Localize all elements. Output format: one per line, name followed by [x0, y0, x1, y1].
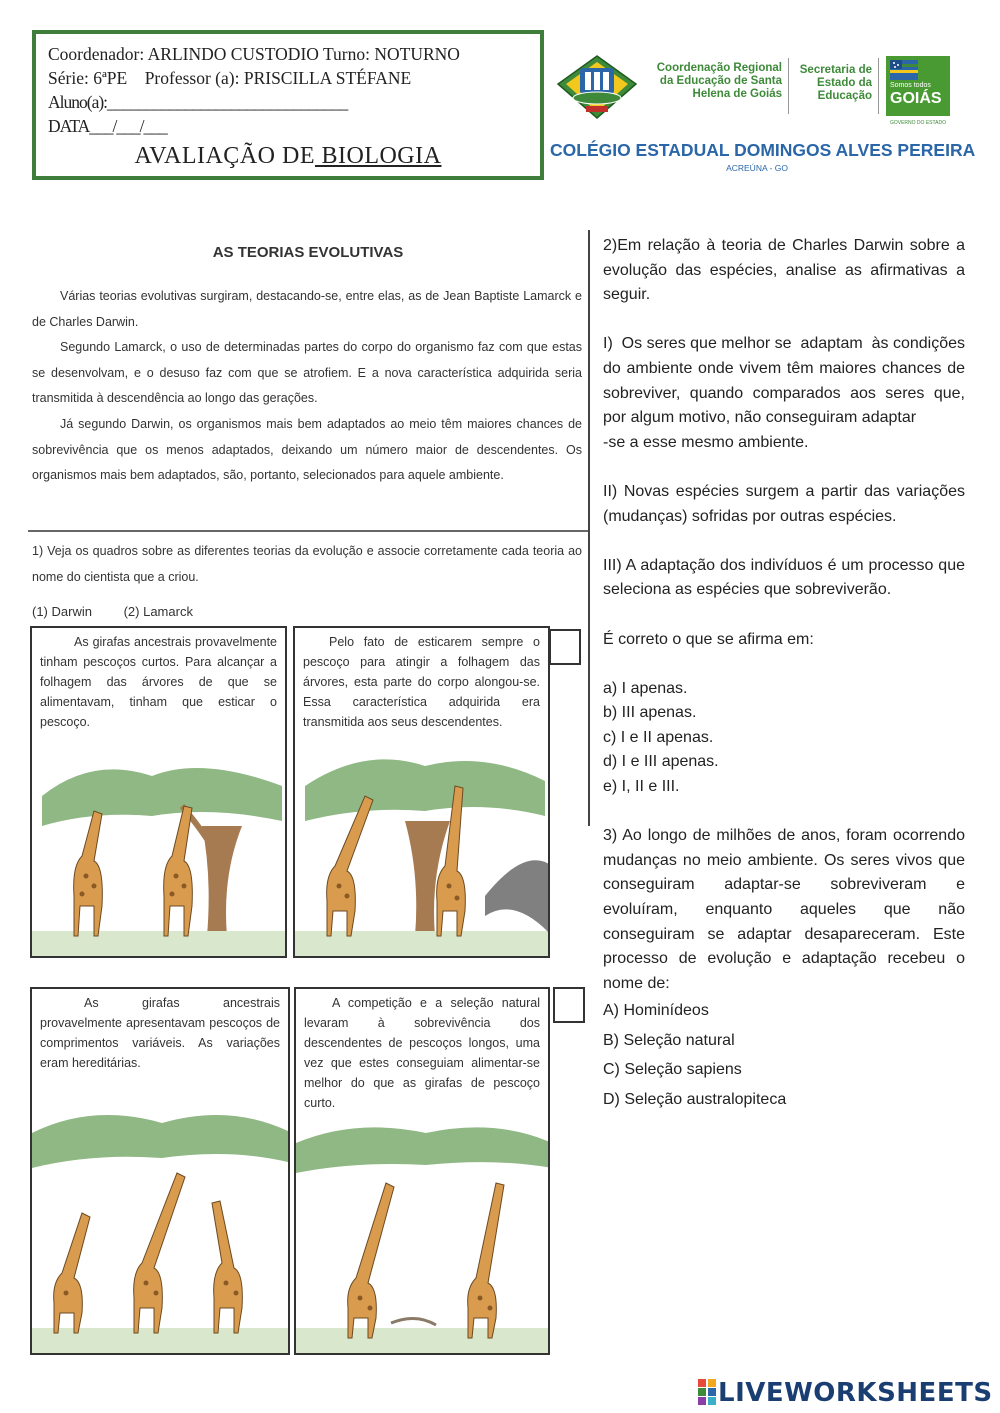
right-column — [603, 234, 970, 1114]
evolution-panel-2 — [293, 626, 550, 958]
student-line: Aluno(a):_______________________________ — [48, 92, 348, 112]
question-2-option[interactable]: e) I, II e III. — [603, 778, 680, 796]
answer-box-2[interactable] — [549, 629, 581, 665]
answer-box-4[interactable] — [553, 987, 585, 1023]
goias-slogan: Somos todos — [890, 82, 931, 89]
logo-divider — [878, 58, 879, 114]
question-3-prompt: 3) Ao longo de milhões de anos, foram ocorrendo mudanças no meio ambiente. Os seres vivos que conseguiram adaptar-se sobreviveram e evoluíram, enquanto aqueles que não conseguiram se adaptar desapareceram. Este processo de evolução e adaptação recebeu o nome de: — [603, 827, 965, 992]
school-crest-icon — [556, 54, 638, 120]
coordination-text: Coordenação Regional da Educação de Santa Helena de Goiás — [656, 62, 782, 100]
question-2-intro: 2)Em relação à teoria de Charles Darwin sobre a evolução das espécies, analise as afirmativas a seguir. — [603, 237, 965, 304]
reading-paragraph-1: Várias teorias evolutivas surgiram, destacando-se, entre elas, as de Jean Baptiste Lamarck e de Charles Darwin. — [32, 289, 582, 329]
liveworksheets-watermark — [698, 1378, 993, 1408]
evolution-panel-4 — [294, 987, 550, 1355]
giraffe-illustration-1 — [32, 726, 287, 956]
question-2-option[interactable]: a) I apenas. — [603, 679, 688, 697]
panel-1-text: As girafas ancestrais provavelmente tinham pescoços curtos. Para alcançar a folhagem das árvores de que se alimentavam, tinham que esticar o pescoço. — [40, 635, 277, 729]
question-3-option[interactable]: B) Seleção natural — [603, 1031, 735, 1049]
goias-logo — [886, 56, 950, 126]
reading-paragraph-2: Segundo Lamarck, o uso de determinadas partes do corpo do organismo faz com que estas se desenvolvam, e o desuso faz com que se atrofiem. E a nova característica adquirida seria transmitida à descendência ao longo das gerações. — [32, 340, 582, 405]
panel-4-text: A competição e a seleção natural levaram à sobrevivência dos descendentes de pescoços longos, uma vez que estes conseguiam alimentar-se melhor do que as girafas de pescoço curto. — [304, 996, 540, 1110]
panel-2-text: Pelo fato de esticarem sempre o pescoço para atingir a folhagem das árvores, esta parte do corpo alongou-se. Essa característica adquirida era transmitida aos seus descendentes. — [303, 635, 540, 729]
evolution-panel-1 — [30, 626, 287, 958]
date-line: DATA___/___/___ — [48, 116, 167, 136]
question-2-statement-1: I) Os seres que melhor se adaptam às condições do ambiente onde vivem têm maiores chances de sobreviver, quando comparados aos seres que, por algum motivo, não conseguiram adaptar — [603, 335, 970, 427]
liveworksheets-logo-icon — [698, 1379, 716, 1405]
question-3-option[interactable]: A) Hominídeos — [603, 1002, 709, 1020]
column-divider — [588, 230, 590, 826]
question-2-statement-2: II) Novas espécies surgem a partir das variações (mudanças) sofridas por outras espécies. — [603, 482, 965, 525]
goias-flag-icon — [890, 60, 918, 80]
question-2-option[interactable]: d) I e III apenas. — [603, 753, 719, 771]
series-line: Série: 6ªPE Professor (a): PRISCILLA STÉFANE — [48, 68, 412, 88]
reading-paragraph-3: Já segundo Darwin, os organismos mais bem adaptados ao meio têm maiores chances de sobrevivência que os menos adaptados, deixando um número maior de descendentes. Os organismos mais bem adaptados, são, portanto, selecionados para aquele ambiente. — [32, 417, 582, 482]
coordinator-line: Coordenador: ARLINDO CUSTODIO Turno: NOTURNO — [48, 44, 460, 64]
question-2-statement-3: III) A adaptação dos indivíduos é um processo que seleciona as espécies que sobreviverão. — [603, 556, 965, 599]
giraffe-illustration-2 — [295, 726, 550, 956]
goias-gov: GOVERNO DO ESTADO — [889, 120, 947, 126]
question-3-option[interactable]: C) Seleção sapiens — [603, 1061, 742, 1079]
question-3-option[interactable]: D) Seleção australopiteca — [603, 1090, 787, 1108]
school-name: COLÉGIO ESTADUAL DOMINGOS ALVES PEREIRA — [550, 140, 976, 160]
exam-title — [36, 144, 540, 168]
logo-divider — [788, 58, 789, 114]
exam-title-prefix: AVALIAÇÃO DE — [134, 143, 315, 169]
question-1-legend — [32, 604, 221, 619]
question-1-prompt: 1) Veja os quadros sobre as diferentes teorias da evolução e associe corretamente cada teoria ao nome do cientista que a criou. — [32, 544, 582, 584]
legend-darwin: (1) Darwin — [32, 604, 92, 619]
goias-name: GOIÁS — [890, 90, 942, 107]
question-2-option[interactable]: c) I e II apenas. — [603, 728, 714, 746]
panel-3-text: As girafas ancestrais provavelmente apresentavam pescoços de comprimentos variáveis. As variações eram hereditárias. — [40, 996, 280, 1070]
giraffe-illustration-3 — [32, 1093, 290, 1353]
institution-logos — [550, 50, 976, 180]
evolution-panel-3 — [30, 987, 290, 1355]
reading-title: AS TEORIAS EVOLUTIVAS — [212, 244, 404, 261]
exam-title-subject: BIOLOGIA — [314, 143, 442, 169]
legend-lamarck: (2) Lamarck — [123, 604, 193, 619]
header-box — [32, 30, 544, 180]
question-2-option[interactable]: b) III apenas. — [603, 704, 697, 722]
section-divider — [28, 530, 588, 532]
school-city: ACREÚNA - GO — [726, 163, 788, 173]
question-2-ask: É correto o que se afirma em: — [603, 630, 814, 648]
giraffe-illustration-4 — [296, 1113, 550, 1353]
secretary-text: Secretaria de Estado da Educação — [799, 64, 872, 102]
watermark-text: LIVEWORKSHEETS — [718, 1378, 993, 1408]
question-2-statement-1-cont: -se a esse mesmo ambiente. — [603, 433, 809, 451]
